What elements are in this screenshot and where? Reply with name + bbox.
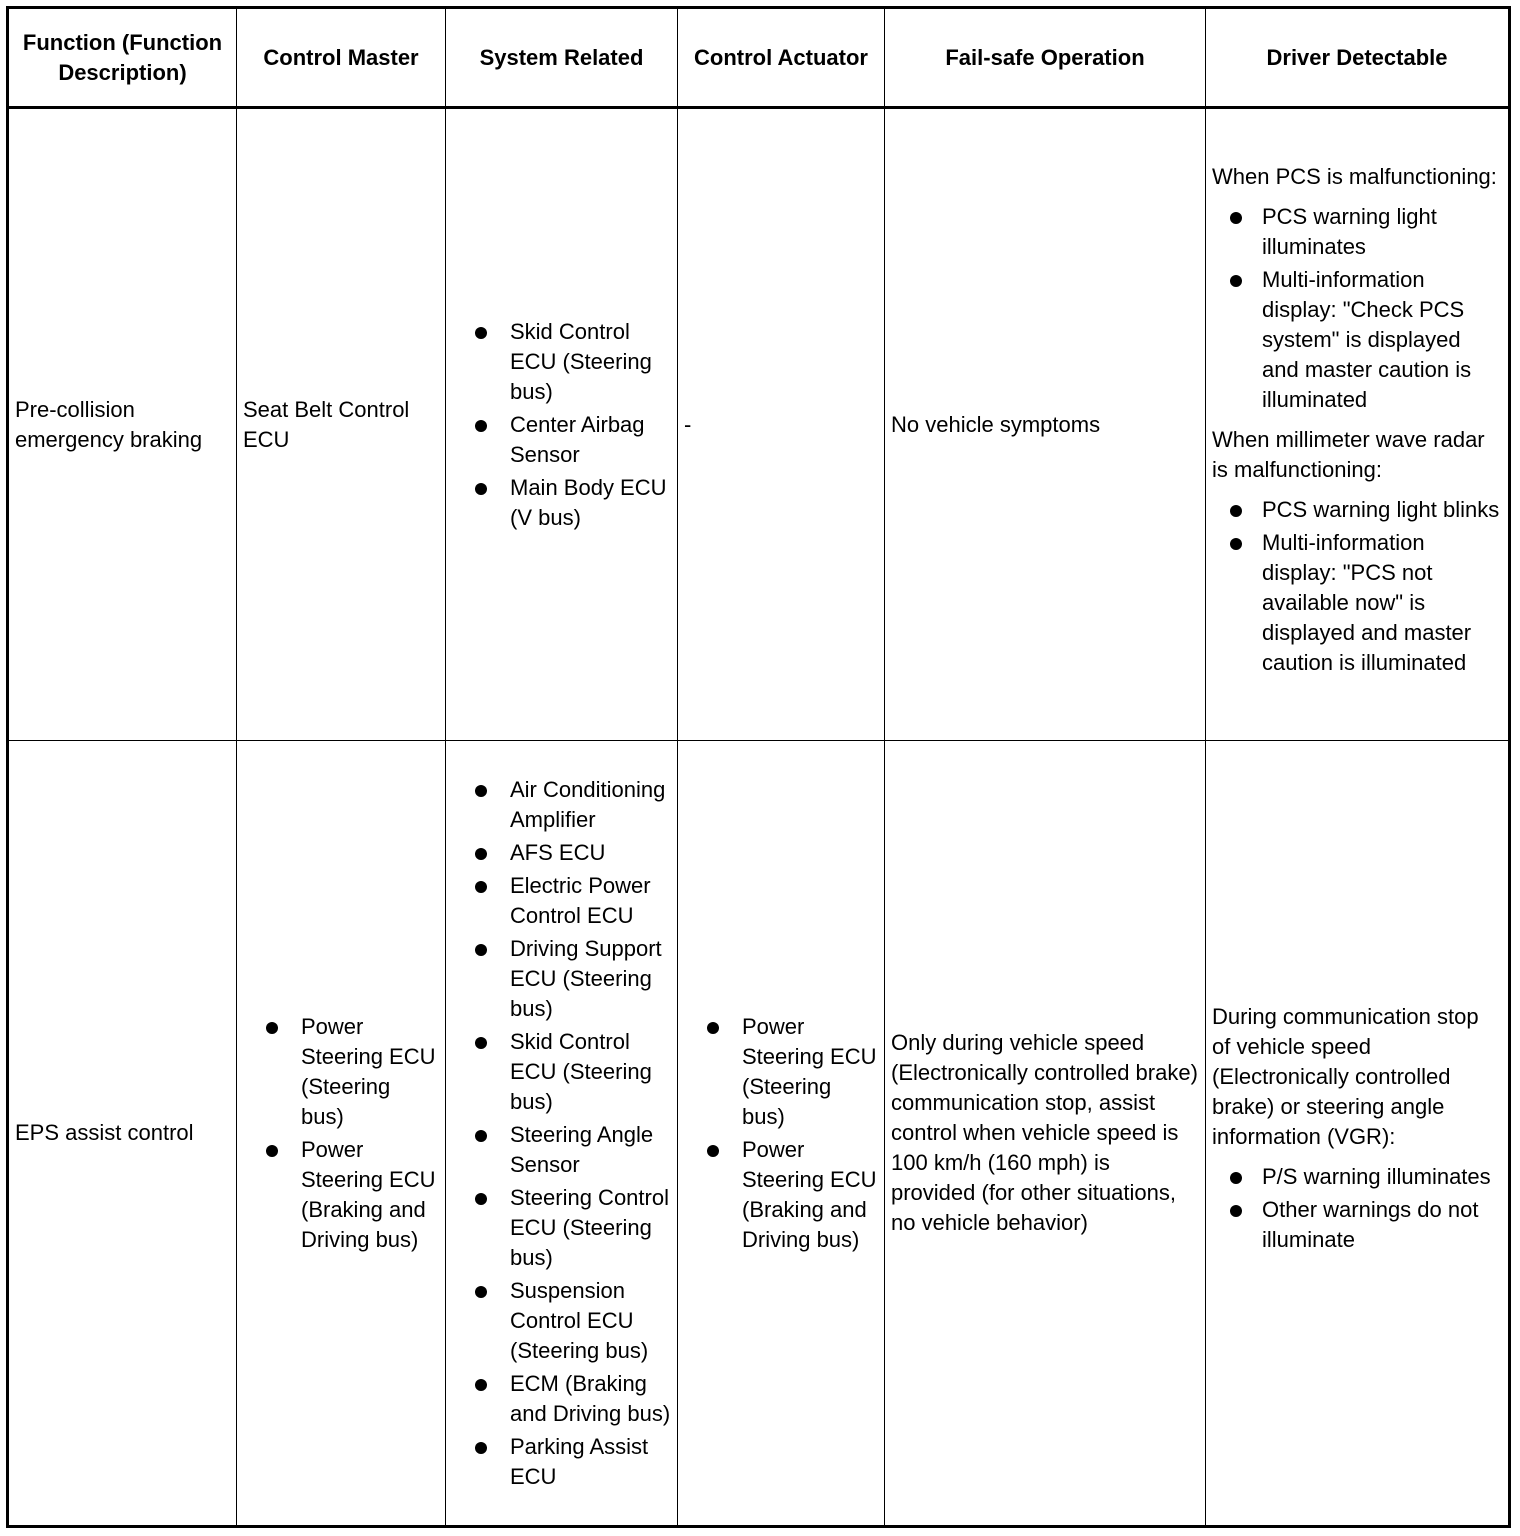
list-item: Steering Angle Sensor	[452, 1120, 671, 1180]
list-item: AFS ECU	[452, 838, 671, 868]
list-item: Power Steering ECU (Braking and Driving bus)	[684, 1135, 878, 1255]
driver-detectable-cell	[1206, 108, 1510, 741]
list-item: Parking Assist ECU	[452, 1432, 671, 1492]
control-actuator-cell: -	[678, 108, 885, 741]
driver-detectable-list	[1212, 202, 1502, 415]
control-actuator-list	[684, 1012, 878, 1255]
control-master-cell	[237, 741, 446, 1527]
driver-detectable-list	[1212, 495, 1502, 678]
header-system-related: System Related	[446, 8, 678, 108]
driver-detectable-intro: During communication stop of vehicle speed (Electronically controlled brake) or steering angle information (VGR):	[1212, 1003, 1479, 1149]
list-item: Power Steering ECU (Steering bus)	[684, 1012, 878, 1132]
list-item: Multi-information display: "Check PCS system" is displayed and master caution is illuminated	[1212, 265, 1502, 415]
system-related-list	[452, 317, 671, 533]
control-actuator-cell	[678, 741, 885, 1527]
control-master-list	[243, 1012, 439, 1255]
header-fail-safe: Fail-safe Operation	[885, 8, 1206, 108]
system-related-cell	[446, 741, 678, 1527]
list-item: Driving Support ECU (Steering bus)	[452, 934, 671, 1024]
header-row	[8, 8, 1510, 108]
table-row	[8, 741, 1510, 1527]
list-item: Skid Control ECU (Steering bus)	[452, 317, 671, 407]
list-item: Main Body ECU (V bus)	[452, 473, 671, 533]
function-cell: Pre-collision emergency braking	[8, 108, 237, 741]
table-row	[8, 108, 1510, 741]
list-item: ECM (Braking and Driving bus)	[452, 1369, 671, 1429]
list-item: Suspension Control ECU (Steering bus)	[452, 1276, 671, 1366]
list-item: PCS warning light blinks	[1212, 495, 1502, 525]
list-item: Power Steering ECU (Steering bus)	[243, 1012, 439, 1132]
driver-detectable-list	[1212, 1162, 1502, 1255]
list-item: Steering Control ECU (Steering bus)	[452, 1183, 671, 1273]
driver-detectable-intro: When millimeter wave radar is malfunctioning:	[1212, 426, 1485, 482]
list-item: Center Airbag Sensor	[452, 410, 671, 470]
list-item: P/S warning illuminates	[1212, 1162, 1502, 1192]
control-master-cell: Seat Belt Control ECU	[237, 108, 446, 741]
list-item: Multi-information display: "PCS not available now" is displayed and master caution is illuminated	[1212, 528, 1502, 678]
driver-detectable-cell	[1206, 741, 1510, 1527]
list-item: Power Steering ECU (Braking and Driving bus)	[243, 1135, 439, 1255]
header-driver-detectable: Driver Detectable	[1206, 8, 1510, 108]
list-item: Other warnings do not illuminate	[1212, 1195, 1502, 1255]
list-item: Air Conditioning Amplifier	[452, 775, 671, 835]
system-related-cell	[446, 108, 678, 741]
fail-safe-cell: Only during vehicle speed (Electronically controlled brake) communication stop, assist control when vehicle speed is 100 km/h (160 mph) is provided (for other situations, no vehicle behavior)	[885, 741, 1206, 1527]
list-item: Skid Control ECU (Steering bus)	[452, 1027, 671, 1117]
system-related-list	[452, 775, 671, 1492]
driver-detectable-intro: When PCS is malfunctioning:	[1212, 163, 1497, 189]
fail-safe-cell: No vehicle symptoms	[885, 108, 1206, 741]
header-control-master: Control Master	[237, 8, 446, 108]
function-cell: EPS assist control	[8, 741, 237, 1527]
header-function: Function (Function Description)	[8, 8, 237, 108]
list-item: Electric Power Control ECU	[452, 871, 671, 931]
header-control-actuator: Control Actuator	[678, 8, 885, 108]
list-item: PCS warning light illuminates	[1212, 202, 1502, 262]
fail-safe-table	[6, 6, 1511, 1528]
